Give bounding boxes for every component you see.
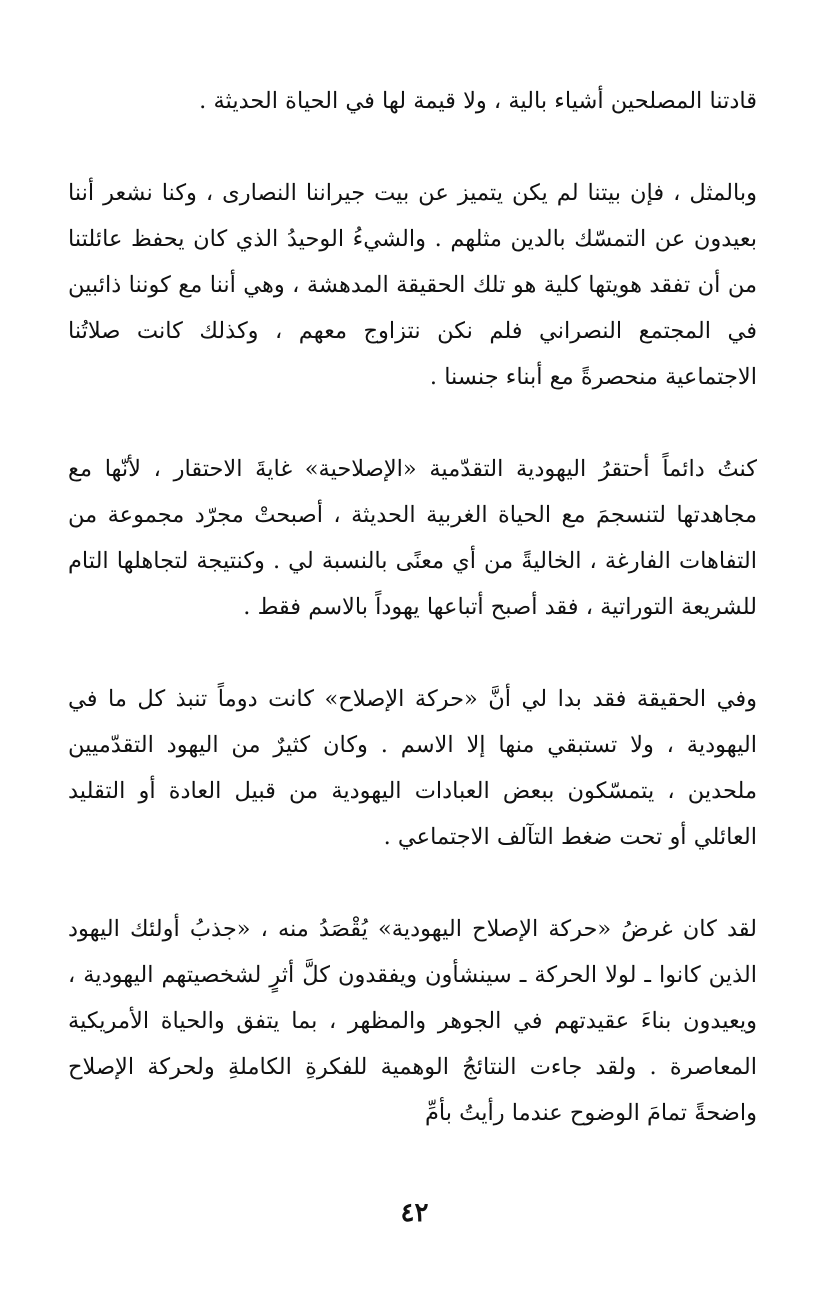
page-number: ٤٢ <box>400 1198 429 1228</box>
paragraph-3: كنتُ دائماً أحتقرُ اليهودية التقدّمية «الإصلاحية» غايةَ الاحتقار ، لأنّها مع مجاهدتها لتنسجمَ مع الحياة الغربية الحديثة ، أصبحتْ مجرّد مجموعة من التفاهات الفارغة ، الخاليةً من أي معنًى بالنسبة لي . وكنتيجة لتجاهلها التام للشريعة التوراتية ، فقد أصبح أتباعها يهوداً بالاسم فقط . <box>68 456 757 620</box>
paragraph-4: وفي الحقيقة فقد بدا لي أنَّ «حركة الإصلاح» كانت دوماً تنبذ كل ما في اليهودية ، ولا تستبقي منها إلا الاسم . وكان كثيرٌ من اليهود التقدّميين ملحدين ، يتمسّكون ببعض العبادات اليهودية من قبيل العادة أو التقليد العائلي أو تحت ضغط التآلف الاجتماعي . <box>68 686 757 850</box>
paragraph-5: لقد كان غرضُ «حركة الإصلاح اليهودية» يُقْصَدُ منه ، «جذبُ أولئك اليهود الذين كانوا ـ لولا الحركة ـ سينشأون ويفقدون كلَّ أثرٍ لشخصيتهم اليهودية ، ويعيدون بناءَ عقيدتهم في الجوهر والمظهر ، بما يتفق والحياة الأمريكية المعاصرة . ولقد جاءت النتائجُ الوهمية للفكرةِ الكاملةِ ولحركة الإصلاح واضحةً تمامَ الوضوح عندما رأيتُ بأمِّ <box>68 916 757 1126</box>
paragraph-2: وبالمثل ، فإن بيتنا لم يكن يتميز عن بيت جيراننا النصارى ، وكنا نشعر أننا بعيدون عن التمسّك بالدين مثلهم . والشيءُ الوحيدُ الذي كان يحفظ عائلتنا من أن تفقد هويتها كلية هو تلك الحقيقة المدهشة ، وهي أننا مع كوننا ذائبين في المجتمع النصراني فلم نكن نتزاوج معهم ، وكذلك كانت صلاتُنا الاجتماعية منحصرةً مع أبناء جنسنا . <box>68 180 757 390</box>
paragraph-1: قادتنا المصلحين أشياء بالية ، ولا قيمة لها في الحياة الحديثة . <box>199 88 757 114</box>
